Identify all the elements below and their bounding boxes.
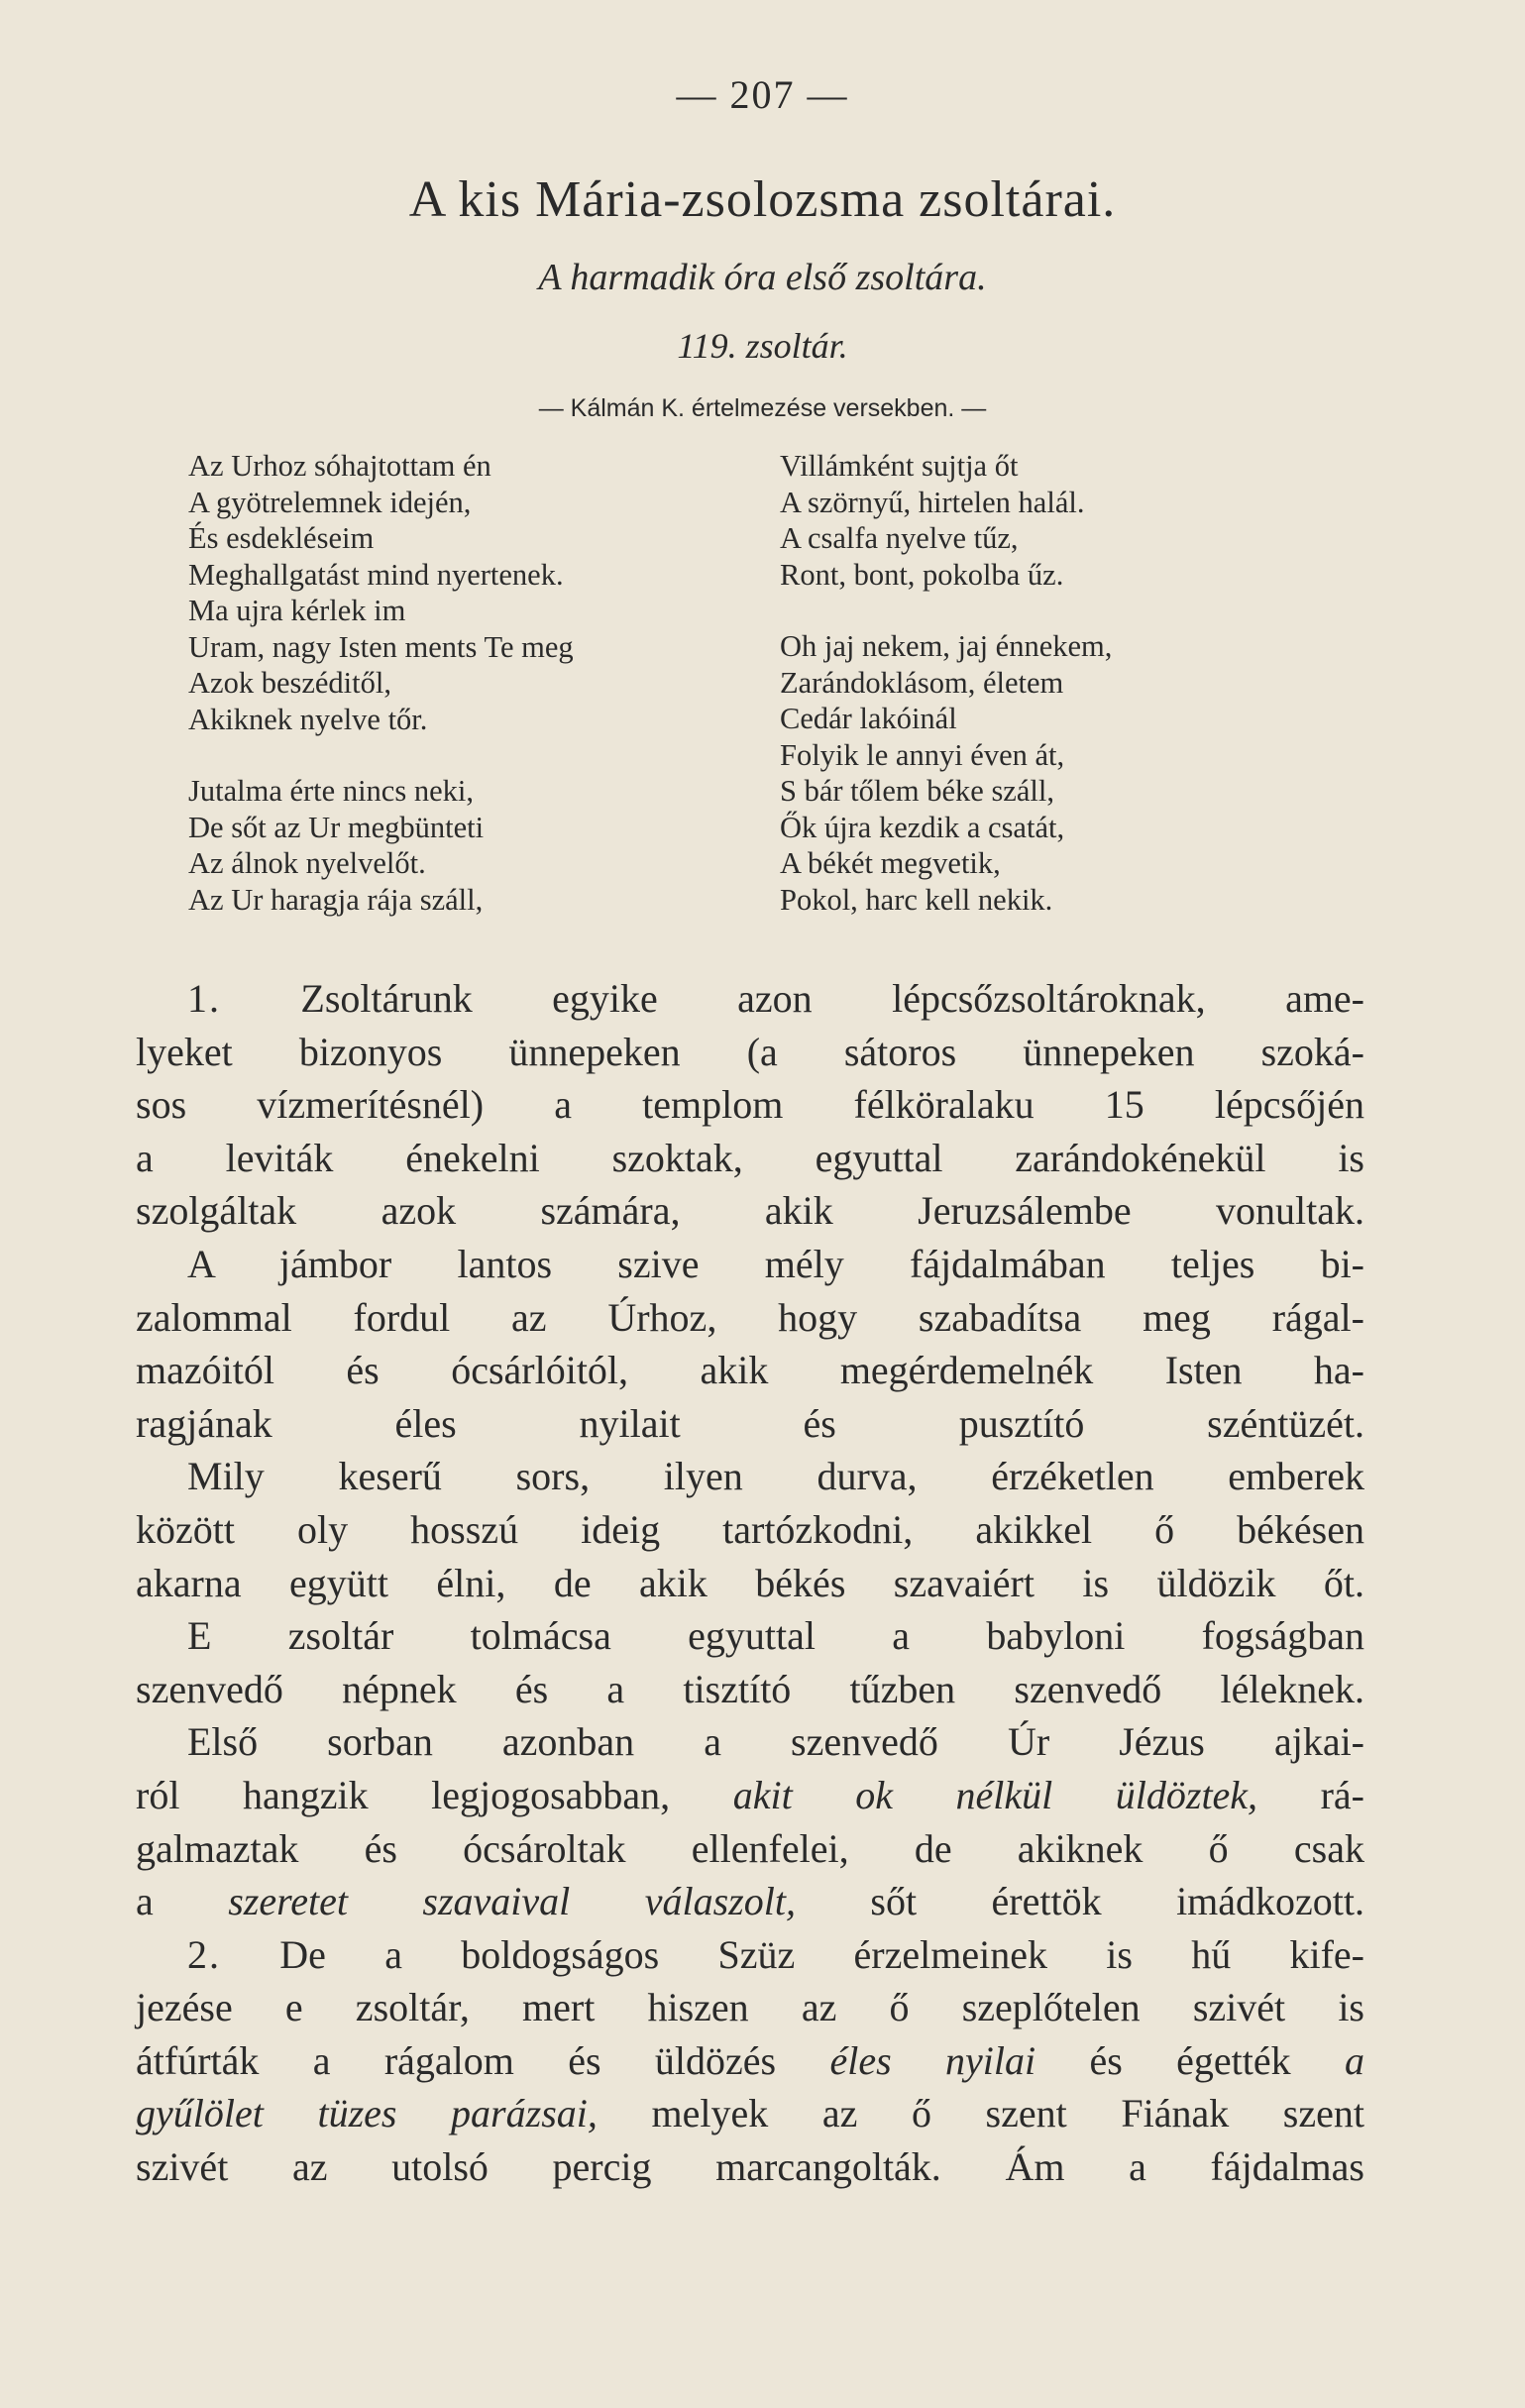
text-line: szolgáltak azok számára, akik Jeruzsálembe vonultak. (136, 1188, 1364, 1234)
verse-line: Zarándoklásom, életem (780, 665, 1064, 700)
text-line: és égették (1089, 2037, 1291, 2083)
verse-line: Cedár lakóinál (780, 702, 957, 735)
text-line: jezése e zsoltár, mert hiszen az ő szeplőtelen szivét is (136, 1985, 1364, 2030)
verse-column-right (780, 448, 1414, 953)
text-line: rá- (1320, 1772, 1364, 1817)
text-line: ragjának éles nyilait és pusztító széntüzét. (136, 1400, 1364, 1446)
text-line: Zsoltárunk egyike azon lépcsőzsoltároknak, ame- (300, 976, 1365, 1021)
verse-line: Uram, nagy Isten ments Te meg (188, 629, 574, 664)
verse-line: Oh jaj nekem, jaj énnekem, (780, 629, 1113, 663)
verse-line: Villámként sujtja őt (780, 449, 1019, 483)
text-line: mazóitól és ócsárlóitól, akik megérdemelnék Isten ha- (136, 1348, 1364, 1393)
verse-line: A csalfa nyelve tűz, (780, 521, 1019, 555)
text-line: melyek az ő szent Fiának szent (651, 2091, 1364, 2136)
italic-phrase: éles nyilai (829, 2037, 1036, 2083)
text-line: szivét az utolsó percig marcangolták. Ám a fájdalmas (136, 2144, 1364, 2190)
verse-line: Ma ujra kérlek im (188, 594, 406, 627)
text-line: között oly hosszú ideig tartózkodni, akikkel ő békésen (136, 1506, 1364, 1552)
text-line: sőt érettök imádkozott. (870, 1879, 1365, 1924)
page-number: — 207 — (676, 72, 849, 117)
verse-line: Ők újra kezdik a csatát, (780, 810, 1065, 844)
stanza (188, 773, 753, 918)
italic-phrase: gyűlölet tüzes parázsai, (136, 2091, 598, 2136)
verse-line: De sőt az Ur megbünteti (188, 810, 485, 844)
text-line: átfúrták a rágalom és üldözés (136, 2037, 777, 2083)
paragraph (136, 972, 1364, 1238)
verse-line: Pokol, harc kell nekik. (780, 882, 1053, 917)
text-line: E zsoltár tolmácsa egyuttal a babyloni fogságban (187, 1613, 1364, 1659)
paragraph (136, 1715, 1364, 1927)
text-line: A jámbor lantos szive mély fájdalmában teljes bi- (187, 1241, 1364, 1286)
stanza (780, 628, 1414, 918)
verse-line: Azok beszéditől, (188, 666, 391, 700)
italic-phrase: szeretet szavaival válaszolt, (228, 1879, 796, 1924)
italic-phrase: a (1345, 2037, 1365, 2083)
text-line: Mily keserű sors, ilyen durva, érzéketlen emberek (187, 1454, 1364, 1499)
verse-line: A békét megvetik, (780, 846, 1001, 880)
verse-line: Ront, bont, pokolba űz. (780, 557, 1064, 592)
verse-line: S bár tőlem béke száll, (780, 774, 1054, 808)
verse-line: Akiknek nyelve tőr. (188, 702, 428, 736)
text-line: galmaztak és ócsároltak ellenfelei, de akiknek ő csak (136, 1825, 1364, 1871)
verse-line: A szörnyű, hirtelen halál. (780, 485, 1085, 519)
stanza (188, 448, 753, 737)
text-line: lyeket bizonyos ünnepeken (a sátoros ünnepeken szoká- (136, 1029, 1364, 1074)
italic-phrase: akit ok nélkül üldöztek, (732, 1772, 1258, 1817)
text-line: sos vízmerítésnél) a templom félköralaku 15 lépcsőjén (136, 1082, 1364, 1128)
psalm-number: 119. zsoltár. (677, 326, 848, 366)
verse-line: Jutalma érte nincs neki, (188, 774, 474, 808)
text-line: akarna együtt élni, de akik békés szavaiért is üldözik őt. (136, 1560, 1364, 1605)
text-line: ról hangzik legjogosabban, (136, 1772, 671, 1817)
translator-note: — Kálmán K. értelmezése versekben. — (538, 394, 987, 422)
paragraph (136, 1609, 1364, 1715)
text-line: a leviták énekelni szoktak, egyuttal zarándokénekül is (136, 1135, 1364, 1180)
verse-line: A gyötrelemnek idején, (188, 485, 472, 519)
paragraph (136, 1450, 1364, 1609)
subtitle: A harmadik óra első zsoltára. (538, 257, 987, 298)
commentary (136, 972, 1364, 2194)
paragraph (136, 1928, 1364, 2194)
page-title: A kis Mária-zsolozsma zsoltárai. (408, 171, 1117, 228)
paragraph-number: 2. (187, 1931, 221, 1977)
paragraph-number: 1. (187, 976, 221, 1021)
verse-line: Az álnok nyelvelőt. (188, 846, 426, 880)
text-line: szenvedő népnek és a tisztító tűzben szenvedő léleknek. (136, 1666, 1364, 1711)
verse-column-left (188, 448, 753, 953)
verse-line: És esdekléseim (188, 521, 375, 555)
paragraph (136, 1238, 1364, 1450)
text-line: Első sorban azonban a szenvedő Úr Jézus ajkai- (187, 1719, 1364, 1765)
verse-line: Folyik le annyi éven át, (780, 737, 1065, 772)
text-line: De a boldogságos Szüz érzelmeinek is hű kife- (279, 1931, 1365, 1977)
text-line: a (136, 1879, 154, 1924)
verse-line: Az Ur haragja rája száll, (188, 882, 484, 917)
text-line: zalommal fordul az Úrhoz, hogy szabadítsa meg rágal- (136, 1294, 1364, 1340)
stanza (780, 448, 1414, 593)
verse-line: Meghallgatást mind nyertenek. (188, 557, 564, 592)
verse-line: Az Urhoz sóhajtottam én (188, 449, 491, 483)
